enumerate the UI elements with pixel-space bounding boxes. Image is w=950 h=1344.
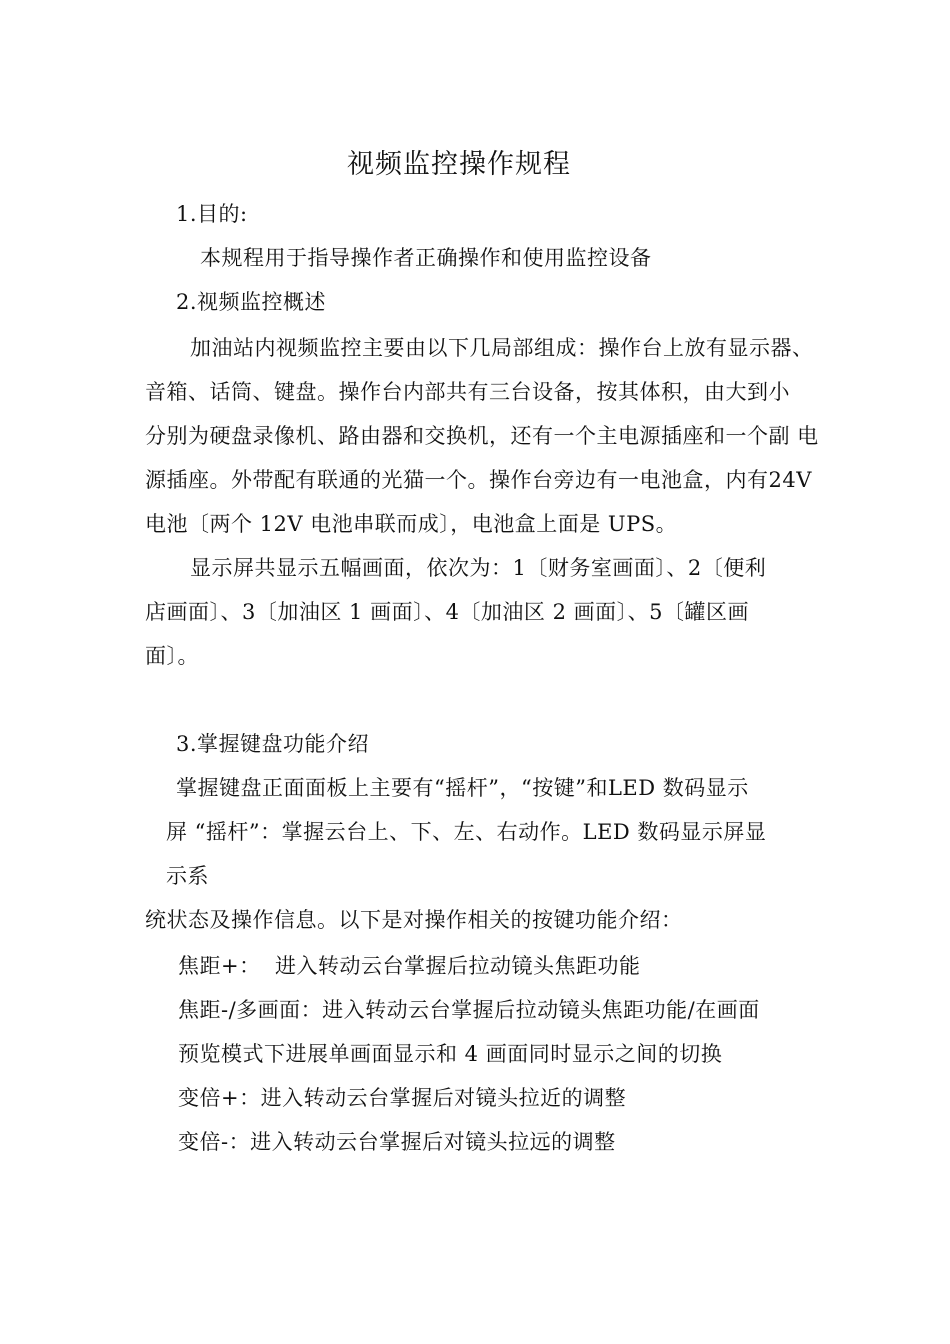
section-2-paragraph-1-line: 源插座。外带配有联通的光猫一个。操作台旁边有一电池盒，内有24V — [145, 468, 812, 492]
section-2-paragraph-2-line: 面〕。 — [145, 644, 199, 668]
section-1-body: 本规程用于指导操作者正确操作和使用监控设备 — [200, 246, 652, 270]
section-2-paragraph-2-line: 显示屏共显示五幅画面，依次为：1〔财务室画面〕、2〔便利 — [190, 556, 767, 580]
section-3-intro-line: 统状态及操作信息。以下是对操作相关的按键功能介绍： — [145, 908, 683, 932]
section-2-paragraph-1-line: 音箱、话筒、键盘。操作台内部共有三台设备，按其体积，由大到小 — [145, 380, 790, 404]
section-2-paragraph-2-line: 店画面〕、3〔加油区 1 画面〕、4〔加油区 2 画面〕、5〔罐区画 — [145, 600, 750, 624]
section-2-paragraph-1-line: 分别为硬盘录像机、路由器和交换机，还有一个主电源插座和一个副 电 — [145, 424, 819, 448]
section-3-intro-line: 掌握键盘正面面板上主要有“摇杆”，“按键”和LED 数码显示 — [176, 776, 749, 800]
section-3-intro-line: 示系 — [166, 864, 209, 888]
section-2-heading: 2.视频监控概述 — [176, 290, 327, 314]
key-description: 预览模式下进展单画面显示和 4 画面同时显示之间的切换 — [178, 1042, 723, 1066]
key-description: 变倍+：进入转动云台掌握后对镜头拉近的调整 — [178, 1086, 627, 1110]
section-2-paragraph-1-line: 加油站内视频监控主要由以下几局部组成：操作台上放有显示器、 — [190, 336, 814, 360]
section-1-heading: 1.目的: — [176, 202, 248, 226]
key-description: 变倍-：进入转动云台掌握后对镜头拉远的调整 — [178, 1130, 616, 1154]
key-description: 焦距+： 进入转动云台掌握后拉动镜头焦距功能 — [178, 954, 641, 978]
section-3-heading: 3.掌握键盘功能介绍 — [176, 732, 370, 756]
document-title: 视频监控操作规程 — [347, 149, 571, 180]
key-description: 焦距-/多画面：进入转动云台掌握后拉动镜头焦距功能/在画面 — [178, 998, 760, 1022]
section-2-paragraph-1-line: 电池〔两个 12V 电池串联而成〕，电池盒上面是 UPS。 — [145, 512, 678, 536]
section-3-intro-line: 屏 “摇杆”：掌握云台上、下、左、右动作。LED 数码显示屏显 — [166, 820, 767, 844]
